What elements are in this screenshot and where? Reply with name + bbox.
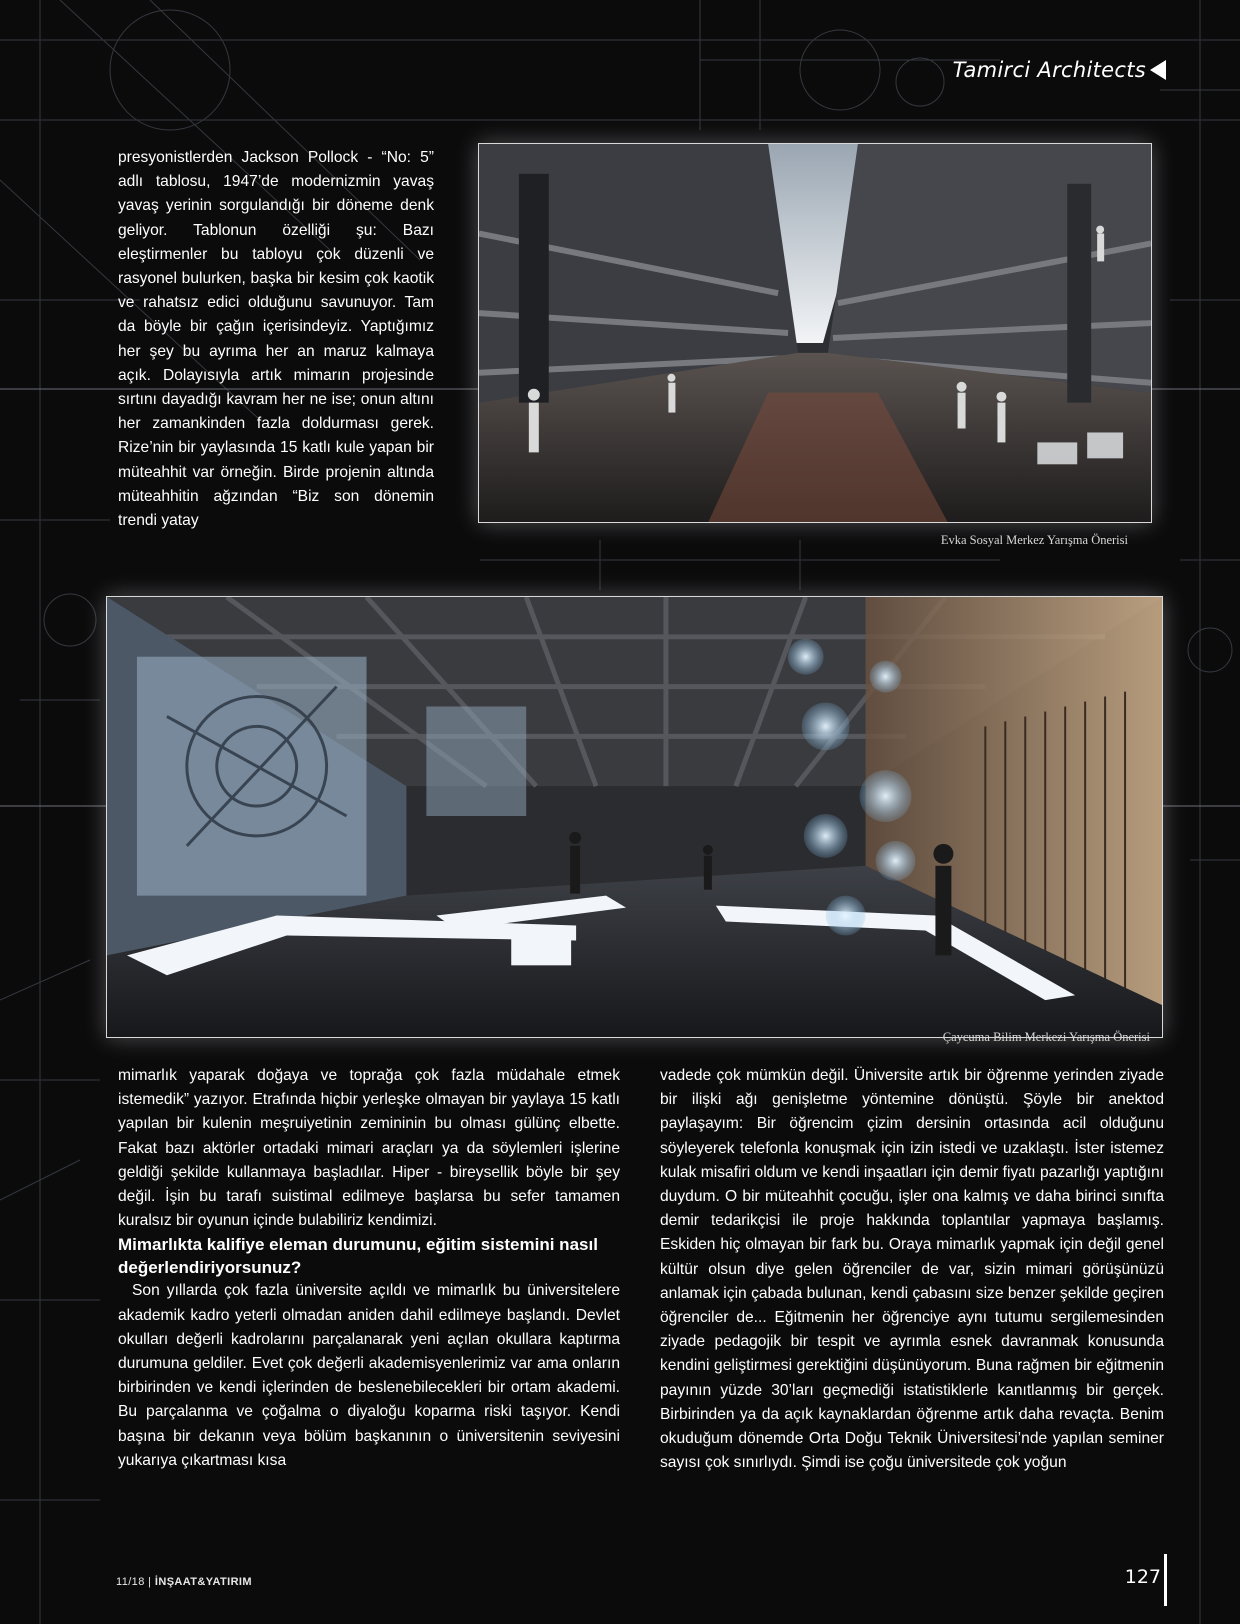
exhibition-render-image: [107, 597, 1162, 1037]
figure-atrium-photo: [478, 143, 1152, 523]
section-header-label: Tamirci Architects: [952, 58, 1146, 82]
issue-date: 11/18: [116, 1576, 145, 1588]
article-column-top: [118, 146, 434, 533]
article-paragraph: mimarlık yaparak doğaya ve toprağa çok fazla müdahale etmek istemedik” yazıyor. Etrafında hiçbir yerleşke olmayan bir yaylaya 15 katlı yapılan bir kulenin meşruiyetinin zemininin bu olması gülünç elbette. Fakat bazı aktörler ortadaki mimari araçları ya da söylemleri işlerine geldiği şekilde kullanmaya başladılar. Hiper - bireysellik böyle bir şey değil. İşin bu tarafı suistimal edilmeye başlarsa bu sefer tamamen kuralsız bir oyunun içinde bulabiliriz kendimizi.: [118, 1067, 620, 1230]
article-paragraph: presyonistlerden Jackson Pollock - “No: 5” adlı tablosu, 1947’de modernizmin yavaş yavaş yerinin sorgulandığı bir döneme denk geliyor. Tablonun özelliği şu: Bazı eleştirmenler bu tabloyu çok düzenli ve rasyonel bulurken, başka bir kesim çok kaotik ve rahatsız edici olduğunu savunuyor. Tam da böyle bir çağın içerisindeyiz. Yaptığımız her şey bu ayrıma her an maruz kalmaya açık. Dolayısıyla artık mimarın projesinde sırtını dayadığı kavram her ne ise; onun altını her zamankinden fazla doldurması gerek. Rize’nin bir yaylasında 15 katlı kule yapan bir müteahhit var örneğin. Birde projenin altında müteahhitin ağzından “Biz son dönemin trendi yatay: [118, 149, 434, 530]
section-header: [953, 58, 1166, 82]
article-column-right: [660, 1064, 1164, 1475]
figure-caption-atrium: Evka Sosyal Merkez Yarışma Önerisi: [940, 533, 1128, 547]
page-number-bar: [1164, 1554, 1167, 1606]
article-paragraph: Son yıllarda çok fazla üniversite açıldı ve mimarlık bu üniversitelere akademik kadro yeterli olmadan aniden dahil edilmeye başlandı. Devlet okulları değerli kadrolarını parçalanarak yeni açılan okullara kaptırma durumuna geldiler. Evet çok değerli akademisyenlerimiz var ama onların birbirinden ve kendi içlerinden de beslenebilecekleri bir ortam akademi. Bu parçalanma ve çoğalma o diyaloğu koparma riski taşıyor. Kendi başına bir dekanın veya bölüm başkanının o üniversitenin seviyesini yukarıya çıkartması kısa: [118, 1282, 620, 1469]
triangle-marker-icon: [1150, 60, 1166, 80]
magazine-name: İNŞAAT&YATIRIM: [154, 1576, 252, 1588]
footer-issue: 11/18 | İNŞAAT&YATIRIM: [116, 1576, 252, 1588]
figure-exhibition-photo: [106, 596, 1163, 1038]
article-column-left: [118, 1064, 620, 1473]
atrium-render-image: [479, 144, 1151, 522]
interview-question: Mimarlıkta kalifiye eleman durumunu, eğitim sistemini nasıl değerlendiriyorsunuz?: [118, 1235, 598, 1278]
page-number: 127: [1124, 1566, 1161, 1588]
figure-caption-exhibition: Çaycuma Bilim Merkezi Yarışma Önerisi: [942, 1030, 1150, 1044]
article-paragraph: vadede çok mümkün değil. Üniversite artık bir öğrenme yerinden ziyade bir ilişki ağı genişletme yöntemine dönüştü. Şöyle bir anektod paylaşayım: Bir öğrencim çizim dersinin ortasında acil olduğunu söyleyerek telefonla konuşmak için izin istedi ve uzaklaştı. İster istemez kulak misafiri oldum ve kendi inşaatları için demir fiyatı pazarlığı yaptığını duydum. O bir müteahhit çocuğu, işler ona kalmış ve daha birinci sınıfta demir tedarikçisi ile proje hakkında toplantılar yapmaya başlamış. Eskiden hiç olmayan bir fark bu. Oraya mimarlık yapmak için değil genel kültür olsun diye gelen öğrenciler de var, sizin mimari görüşünüzü anlamak için çabada bulunan, kendi çabasını size benzer şekilde geçiren öğrenciler de... Eğitmenin her öğrenciye aynı tutumu sergilemesinden ziyade pedagojik bir tespit ve ayrımla esnek davranmak konusunda kendini geliştirmesi gerektiğini düşünüyorum. Buna rağmen bir eğitmenin payının yüzde 30’ları geçmediği istatistiklerle kanıtlanmış bir gerçek. Birbirinden ya da açık kaynaklardan öğrenme artık daha revaçta. Benim okuduğum dönemde Orta Doğu Teknik Üniversitesi’nde yapılan seminer sayısı çok sınırlıydı. Şimdi ise çoğu üniversitede çok yoğun: [660, 1067, 1164, 1472]
